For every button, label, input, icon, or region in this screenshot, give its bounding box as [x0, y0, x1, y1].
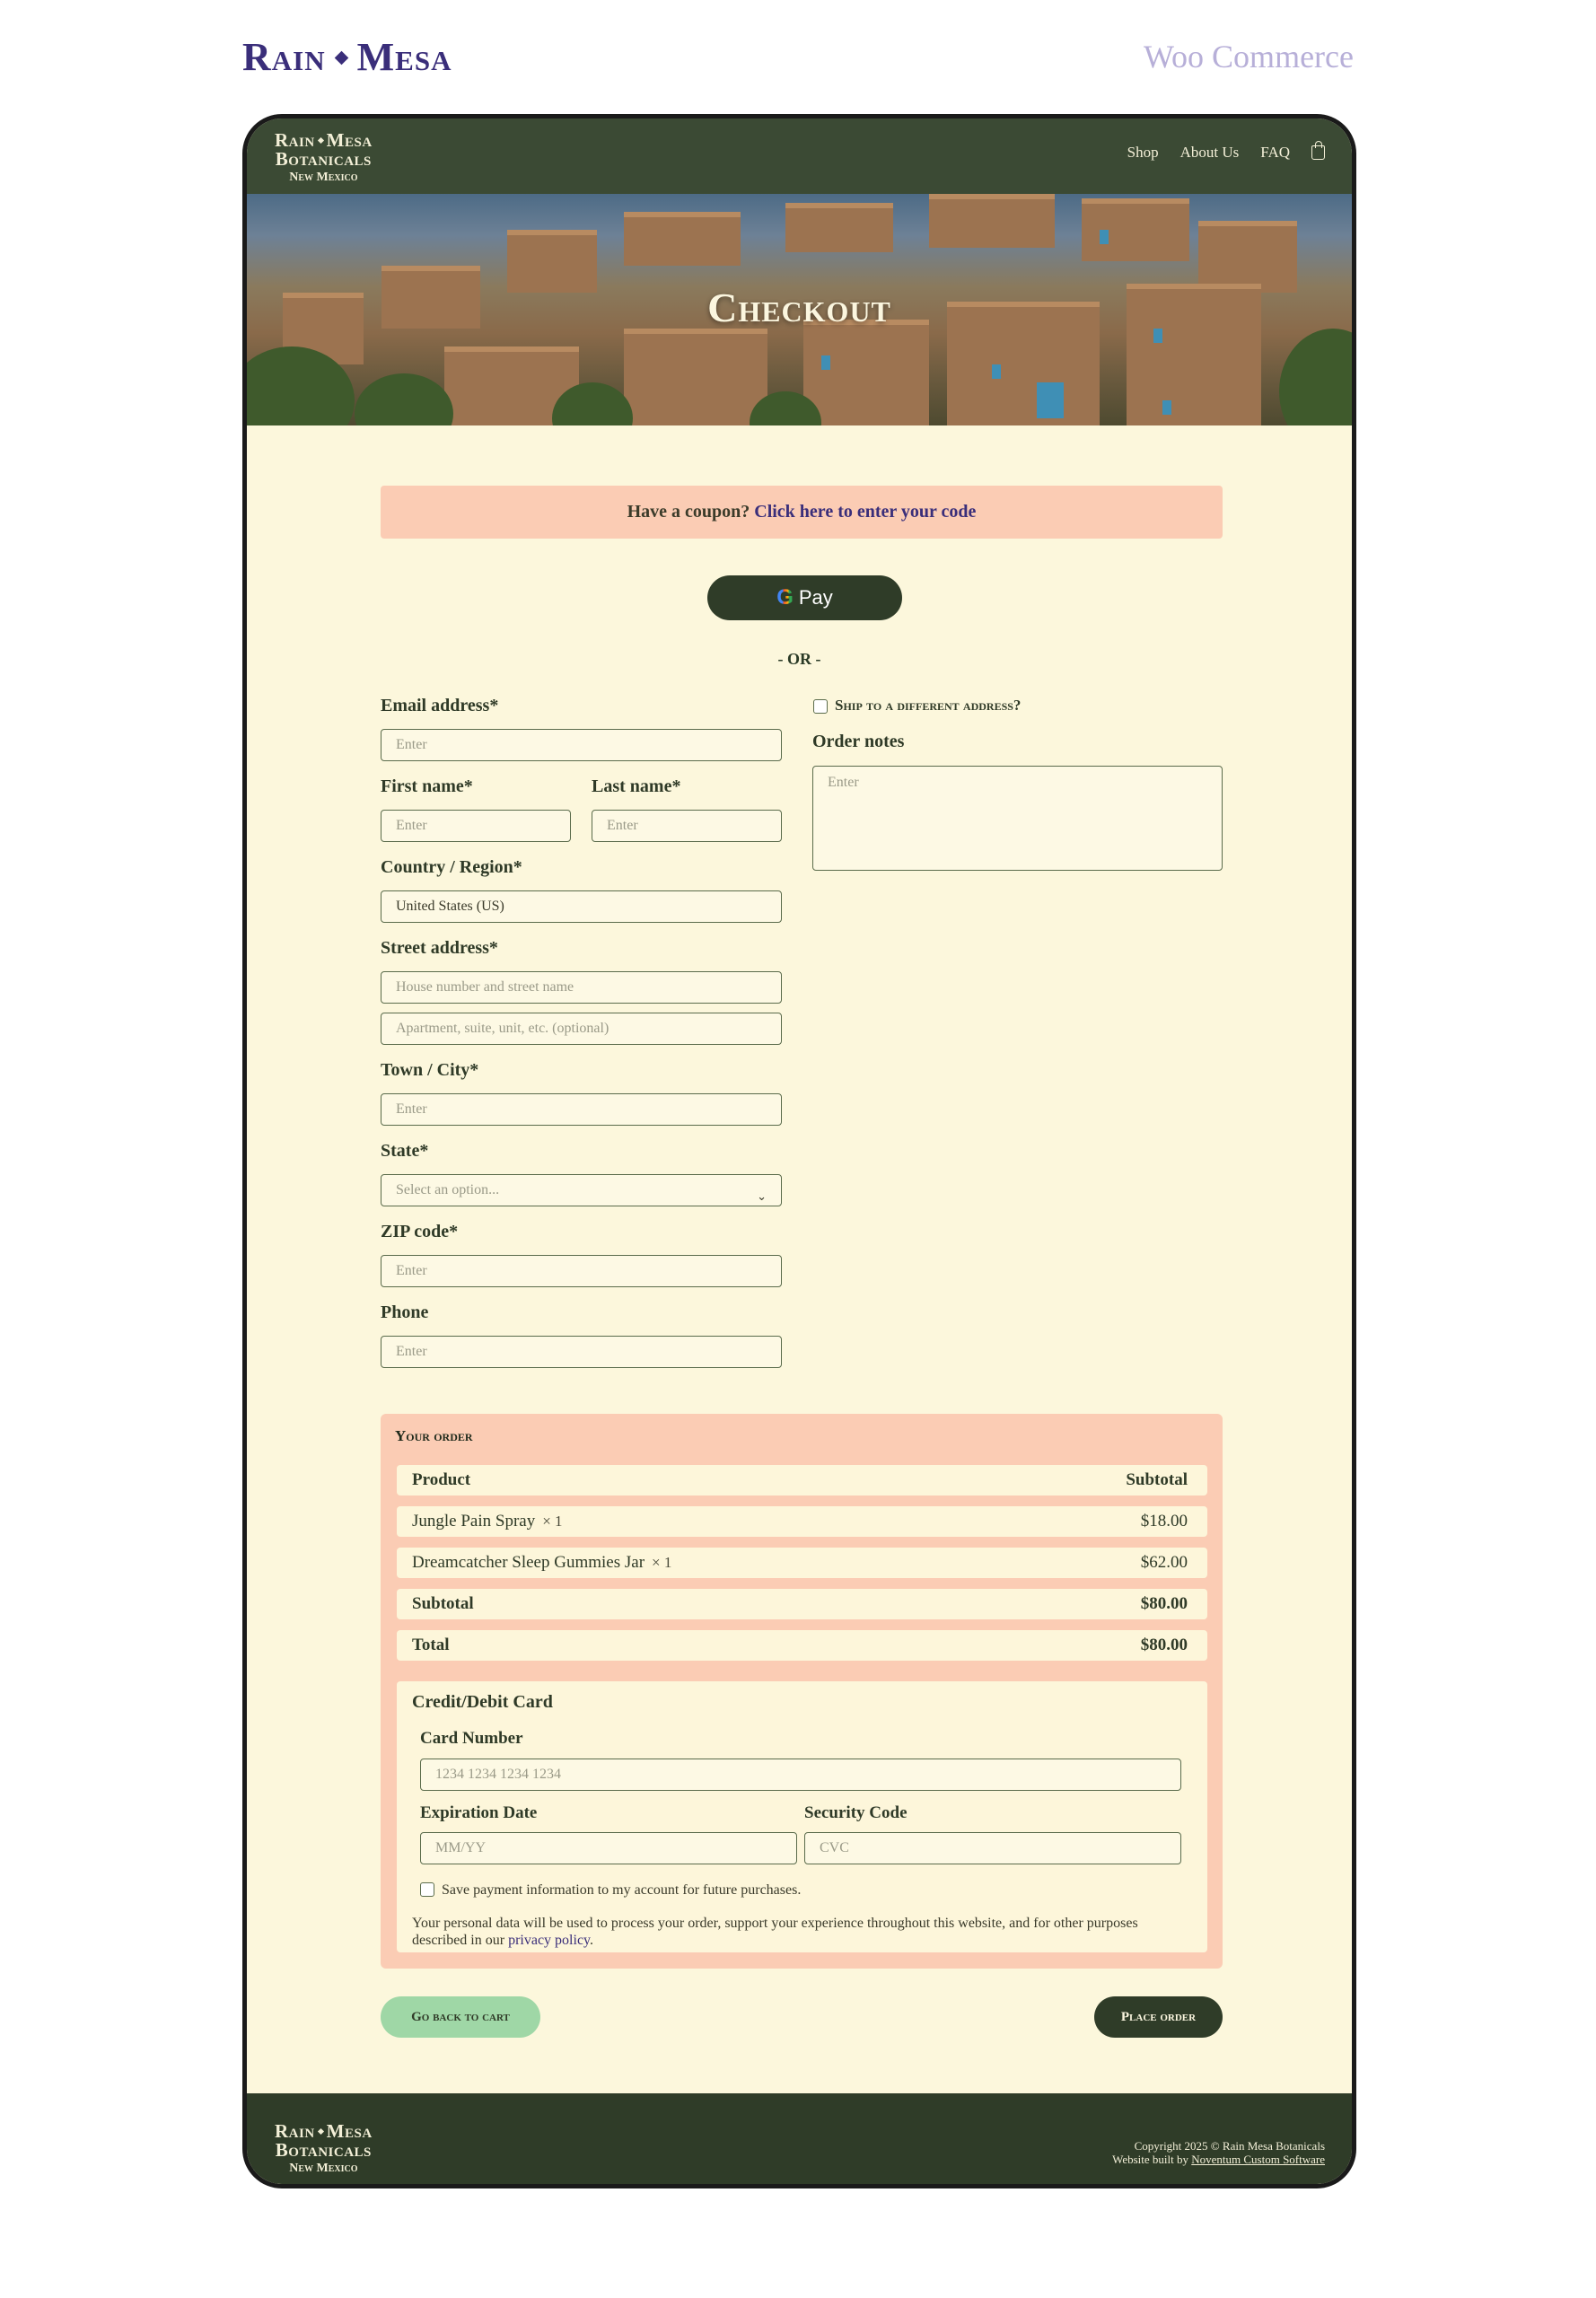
privacy-end: .	[590, 1933, 594, 1948]
hero-tree	[1279, 329, 1352, 425]
subtotal-header: Subtotal	[1126, 1470, 1188, 1489]
order-notes-field[interactable]: Enter	[812, 766, 1223, 871]
hero-house	[803, 320, 929, 425]
brand-diamond-icon	[334, 51, 348, 66]
logo-botanicals: Botanicals	[275, 2139, 372, 2161]
street-label: Street address*	[381, 938, 498, 958]
nav-about-us[interactable]: About Us	[1179, 144, 1240, 161]
country-label: Country / Region*	[381, 857, 522, 877]
item-qty: × 1	[652, 1554, 672, 1571]
privacy-policy-link[interactable]: privacy policy	[508, 1933, 591, 1948]
hero-window	[1162, 400, 1171, 415]
site-nav	[247, 118, 1352, 194]
nav-menu	[1127, 144, 1325, 162]
logo-mesa: Mesa	[326, 129, 373, 151]
brand-logo	[242, 34, 452, 80]
hero-house	[785, 203, 893, 252]
footer-logo[interactable]	[275, 2122, 373, 2175]
site-footer	[247, 2093, 1352, 2188]
first-name-label: First name*	[381, 776, 473, 796]
total-label: Total	[412, 1636, 450, 1654]
order-item-row	[397, 1548, 1207, 1578]
country-select[interactable]: United States (US)	[381, 890, 782, 923]
privacy-notice	[412, 1915, 1184, 1949]
email-label: Email address*	[381, 696, 499, 715]
product-header: Product	[412, 1470, 471, 1489]
cart-icon[interactable]	[1311, 145, 1325, 160]
state-placeholder: Select an option...	[396, 1182, 500, 1197]
woo-commerce-label: Woo Commerce	[1143, 39, 1354, 75]
total-row	[397, 1630, 1207, 1661]
expiration-field[interactable]: MM/YY	[420, 1832, 797, 1864]
hero-window	[1037, 382, 1064, 418]
copyright-text: Copyright 2025 © Rain Mesa Botanicals	[1134, 2139, 1325, 2153]
card-number-label: Card Number	[420, 1729, 523, 1748]
item-qty: × 1	[542, 1513, 563, 1530]
privacy-text: Your personal data will be used to process your order, support your experience throughout this website, and for other purposes described in our	[412, 1916, 1138, 1948]
logo-rain: Rain	[275, 129, 315, 151]
hero-house	[1198, 221, 1297, 293]
ship-different-checkbox[interactable]	[813, 699, 828, 714]
built-by-text: Website built by	[1112, 2153, 1188, 2166]
city-field[interactable]: Enter	[381, 1093, 782, 1126]
noventum-link[interactable]: Noventum Custom Software	[1191, 2153, 1325, 2166]
last-name-field[interactable]: Enter	[592, 810, 782, 842]
coupon-banner	[381, 486, 1223, 539]
order-item-row	[397, 1506, 1207, 1537]
logo-new-mexico: New Mexico	[289, 2162, 358, 2175]
go-back-to-cart-button[interactable]: Go back to cart	[381, 1996, 540, 2038]
gpay-label: Pay	[798, 586, 833, 609]
subtotal-label: Subtotal	[412, 1594, 474, 1613]
total-value: $80.00	[1140, 1636, 1188, 1654]
order-notes-label: Order notes	[812, 732, 905, 751]
coupon-text: Have a coupon?	[627, 502, 750, 522]
logo-diamond-icon	[318, 2128, 324, 2135]
email-field[interactable]: Enter	[381, 729, 782, 761]
site-logo[interactable]	[275, 131, 373, 184]
logo-new-mexico: New Mexico	[289, 171, 358, 184]
state-select[interactable]	[381, 1174, 782, 1206]
chevron-down-icon: ⌄	[757, 1189, 767, 1203]
phone-label: Phone	[381, 1302, 429, 1322]
last-name-label: Last name*	[592, 776, 681, 796]
hero-window	[992, 364, 1001, 379]
hero-window	[1100, 230, 1109, 244]
page-title: Checkout	[707, 285, 891, 330]
google-g-icon: G	[776, 585, 794, 610]
hero-tree	[355, 373, 453, 425]
hero-house	[1082, 198, 1189, 261]
hero-house	[929, 194, 1055, 248]
coupon-link[interactable]: Click here to enter your code	[754, 502, 977, 522]
nav-shop[interactable]: Shop	[1127, 144, 1159, 161]
zip-label: ZIP code*	[381, 1222, 459, 1241]
logo-botanicals: Botanicals	[275, 148, 372, 170]
google-pay-button[interactable]	[707, 575, 902, 620]
city-label: Town / City*	[381, 1060, 479, 1080]
order-title: Your order	[395, 1427, 473, 1444]
card-number-field[interactable]: 1234 1234 1234 1234	[420, 1759, 1181, 1791]
hero-house	[624, 212, 741, 266]
subtotal-value: $80.00	[1140, 1594, 1188, 1613]
device-frame	[242, 114, 1356, 2188]
street-field[interactable]: House number and street name	[381, 971, 782, 1004]
hero-house	[624, 329, 767, 425]
payment-panel	[397, 1681, 1207, 1952]
brand-word-rain: Rain	[242, 35, 326, 79]
item-price: $62.00	[1140, 1553, 1188, 1572]
copyright	[1112, 2139, 1325, 2166]
order-header-row	[397, 1465, 1207, 1495]
apartment-field[interactable]: Apartment, suite, unit, etc. (optional)	[381, 1013, 782, 1045]
state-label: State*	[381, 1141, 429, 1161]
hero-window	[821, 355, 830, 370]
logo-rain: Rain	[275, 2120, 315, 2142]
phone-field[interactable]: Enter	[381, 1336, 782, 1368]
ship-different-label: Ship to a different address?	[835, 697, 1022, 714]
save-payment-label: Save payment information to my account for future purchases.	[442, 1882, 802, 1898]
payment-title: Credit/Debit Card	[412, 1692, 553, 1712]
item-name: Dreamcatcher Sleep Gummies Jar	[412, 1553, 645, 1572]
nav-faq[interactable]: FAQ	[1260, 144, 1290, 161]
brand-word-mesa: Mesa	[356, 35, 452, 79]
zip-field[interactable]: Enter	[381, 1255, 782, 1287]
hero-banner	[247, 194, 1352, 425]
or-divider: - OR -	[777, 650, 821, 668]
save-payment-checkbox[interactable]	[420, 1882, 434, 1897]
first-name-field[interactable]: Enter	[381, 810, 571, 842]
subtotal-row	[397, 1589, 1207, 1619]
item-name: Jungle Pain Spray	[412, 1512, 536, 1531]
order-summary	[381, 1414, 1223, 1969]
item-price: $18.00	[1140, 1512, 1188, 1531]
security-code-field[interactable]: CVC	[804, 1832, 1181, 1864]
place-order-button[interactable]: Place order	[1094, 1996, 1223, 2038]
logo-diamond-icon	[318, 137, 324, 144]
expiration-label: Expiration Date	[420, 1803, 538, 1822]
logo-mesa: Mesa	[326, 2120, 373, 2142]
security-code-label: Security Code	[804, 1803, 908, 1822]
